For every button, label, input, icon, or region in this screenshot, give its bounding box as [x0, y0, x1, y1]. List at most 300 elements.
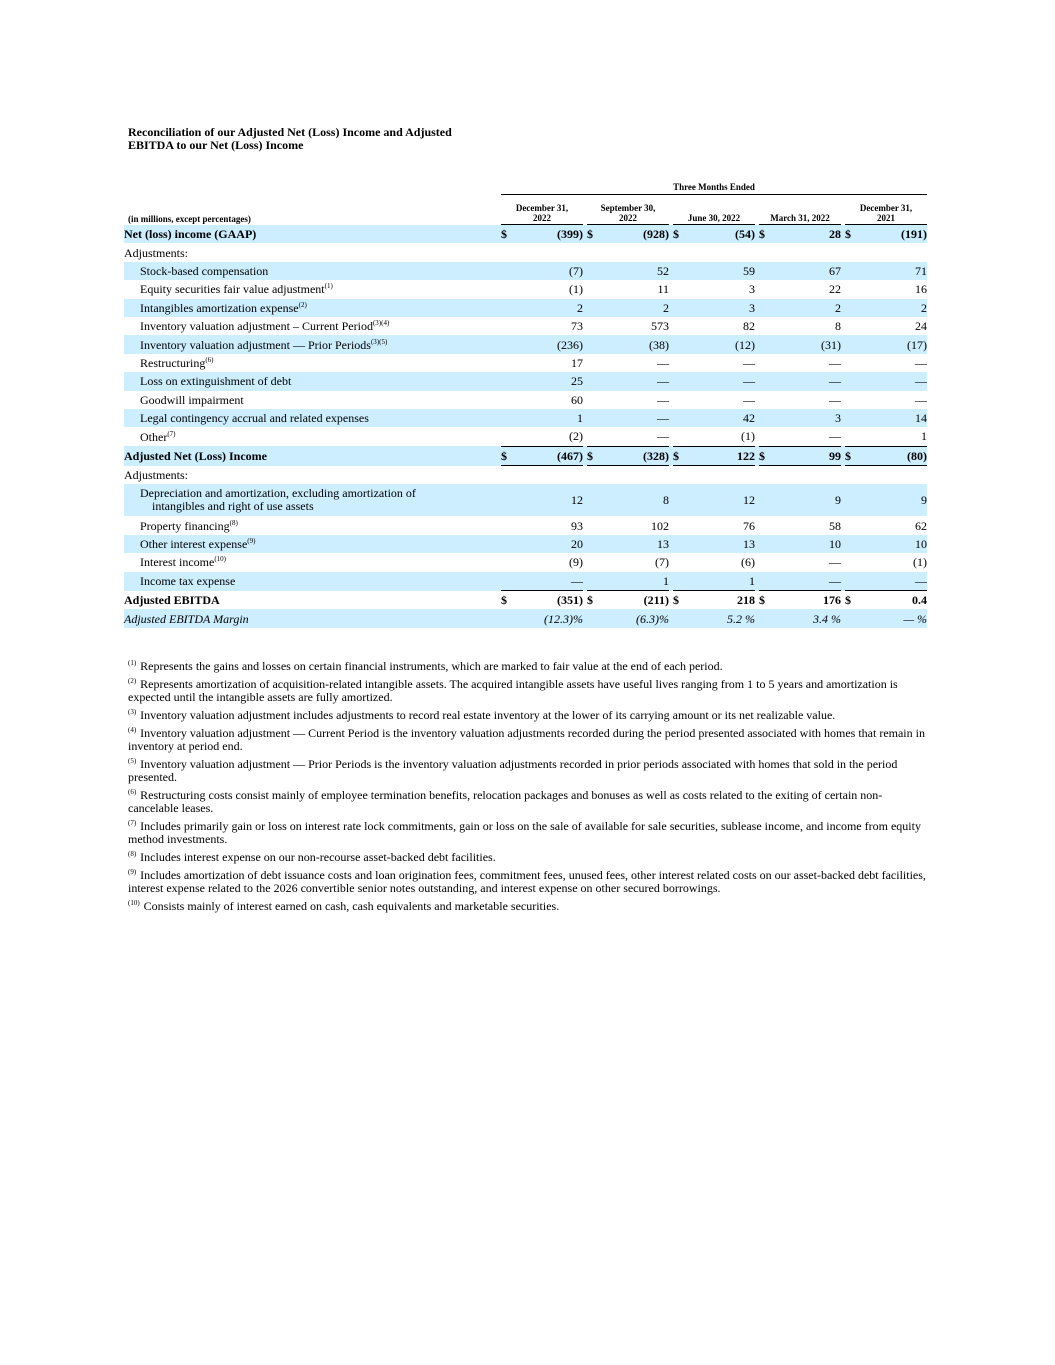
table-row-legal	[124, 409, 927, 427]
title-line-1: Reconciliation of our Adjusted Net (Loss) Income and Adjusted	[128, 125, 452, 139]
currency-symbol	[501, 572, 515, 591]
currency-symbol	[673, 466, 687, 485]
footnote-5	[128, 758, 928, 784]
cell-value: —	[601, 427, 669, 446]
row-label-text: Stock-based compensation	[140, 263, 269, 278]
cell-value: 13	[601, 535, 669, 553]
footnote-mark: (1)	[128, 659, 137, 667]
cell-value: (9)	[569, 555, 583, 570]
currency-symbol	[587, 335, 601, 353]
currency-symbol	[845, 572, 859, 591]
table-row-ebitda	[124, 591, 927, 610]
footnote-marker: (2)	[298, 300, 307, 309]
currency-symbol	[587, 354, 601, 372]
cell-value: 71	[859, 262, 927, 280]
currency-symbol: $	[759, 446, 773, 465]
currency-symbol	[501, 354, 515, 372]
currency-symbol	[501, 553, 515, 571]
currency-symbol	[501, 609, 515, 627]
currency-symbol: $	[501, 446, 515, 465]
currency-symbol	[673, 317, 687, 335]
cell-value: (17)	[859, 335, 927, 353]
currency-symbol	[845, 484, 859, 516]
cell-value: (7)	[515, 262, 583, 280]
column-header-3-line2: March 31, 2022	[770, 213, 830, 223]
row-label	[124, 409, 501, 427]
cell-value: 76	[743, 518, 755, 533]
footnote-marker: (8)	[229, 518, 238, 527]
table-row-loss-ext	[124, 372, 927, 390]
cell-value: 2	[773, 299, 841, 317]
currency-symbol	[501, 299, 515, 317]
currency-symbol	[845, 335, 859, 353]
currency-symbol: $	[673, 593, 679, 608]
footnote-7	[128, 820, 928, 846]
footnote-mark: (10)	[128, 899, 140, 907]
row-label-text: Net (loss) income (GAAP)	[124, 226, 257, 241]
cell-value: 28	[773, 225, 841, 244]
cell-value: (1)	[913, 555, 927, 570]
table-row-tax	[124, 572, 927, 591]
cell-value: 24	[915, 319, 927, 334]
currency-symbol	[759, 572, 773, 591]
currency-symbol	[587, 572, 601, 591]
column-header-2-line2: June 30, 2022	[687, 213, 741, 223]
cell-value: 1	[515, 409, 583, 427]
currency-symbol: $	[845, 593, 851, 608]
row-label	[124, 427, 501, 446]
cell-value: —	[743, 355, 755, 370]
footnote-marker: (6)	[205, 355, 214, 364]
table-row-adj-net	[124, 446, 927, 465]
footnote-text: Consists mainly of interest earned on cash, cash equivalents and marketable securities.	[143, 899, 560, 913]
currency-symbol	[587, 409, 601, 427]
column-header-0-line2: 2022	[533, 213, 551, 223]
reconciliation-table	[124, 180, 927, 628]
report-title	[128, 126, 528, 152]
cell-value: 17	[571, 355, 583, 370]
cell-value: 9	[773, 484, 841, 516]
cell-value: —	[773, 372, 841, 390]
currency-symbol	[759, 609, 773, 627]
currency-symbol	[759, 466, 773, 485]
row-label-line1: Depreciation and amortization, excluding amortization of	[140, 486, 416, 501]
column-header-0-line1: December 31,	[515, 203, 569, 213]
table-row-adj1	[124, 243, 927, 261]
footnote-6	[128, 789, 928, 815]
column-header-4	[845, 195, 927, 225]
cell-value: (6)	[741, 555, 755, 570]
cell-value: 102	[651, 518, 669, 533]
currency-symbol: $	[845, 446, 859, 465]
currency-symbol	[587, 484, 601, 516]
row-label-text: Adjusted EBITDA	[124, 592, 220, 607]
cell-value: 9	[859, 484, 927, 516]
cell-value: 0.4	[912, 593, 927, 608]
currency-symbol	[501, 335, 515, 353]
cell-value	[515, 466, 583, 485]
currency-symbol	[759, 427, 773, 446]
row-label	[124, 391, 501, 409]
footnote-mark: (3)	[128, 708, 137, 716]
currency-symbol	[673, 335, 687, 353]
row-label-text: Other interest expense	[140, 537, 248, 552]
row-label	[124, 225, 501, 244]
currency-symbol	[587, 280, 601, 298]
row-label	[124, 354, 501, 372]
column-header-1	[587, 195, 669, 225]
cell-value: —	[859, 572, 927, 591]
cell-value: —	[829, 392, 841, 407]
row-label	[124, 553, 501, 571]
row-label	[124, 535, 501, 553]
column-header-3	[759, 195, 841, 225]
column-header-4-line1: December 31,	[859, 203, 913, 213]
cell-value: —	[915, 355, 927, 370]
currency-symbol	[673, 280, 687, 298]
cell-value	[773, 243, 841, 261]
cell-value: 14	[859, 409, 927, 427]
currency-symbol: $	[845, 225, 859, 244]
table-row-dep	[124, 484, 927, 516]
cell-value: 122	[687, 446, 755, 465]
currency-symbol	[759, 280, 773, 298]
cell-value: (12)	[687, 335, 755, 353]
row-label	[124, 280, 501, 298]
cell-value: —	[773, 427, 841, 446]
cell-value	[687, 466, 755, 485]
currency-symbol	[587, 553, 601, 571]
row-label-text: Inventory valuation adjustment — Prior Periods	[140, 337, 371, 352]
row-label	[124, 516, 501, 534]
cell-value: (928)	[601, 225, 669, 244]
footnote-mark: (6)	[128, 788, 137, 796]
cell-value: 93	[571, 518, 583, 533]
currency-symbol: $	[587, 593, 593, 608]
currency-symbol	[673, 391, 687, 409]
cell-value: 2	[515, 299, 583, 317]
table-row-goodwill	[124, 391, 927, 409]
cell-value: 67	[773, 262, 841, 280]
cell-value: 8	[835, 319, 841, 334]
period-header-row	[124, 180, 927, 195]
footnote-mark: (5)	[128, 757, 137, 765]
currency-symbol	[673, 243, 687, 261]
currency-symbol	[845, 299, 859, 317]
currency-symbol	[587, 372, 601, 390]
row-label-text: Loss on extinguishment of debt	[140, 374, 292, 389]
cell-value: 1	[601, 572, 669, 591]
currency-symbol	[759, 243, 773, 261]
cell-value: 1	[859, 427, 927, 446]
column-header-1-line2: 2022	[619, 213, 637, 223]
cell-value: 12	[687, 484, 755, 516]
cell-value: (2)	[515, 427, 583, 446]
period-header: Three Months Ended	[501, 180, 927, 195]
currency-symbol: $	[759, 593, 765, 608]
table-row-margin	[124, 609, 927, 627]
currency-symbol	[759, 484, 773, 516]
cell-value: 176	[823, 593, 841, 608]
currency-symbol	[501, 280, 515, 298]
currency-symbol	[501, 427, 515, 446]
currency-symbol	[845, 391, 859, 409]
currency-symbol	[587, 299, 601, 317]
row-label	[124, 466, 501, 485]
row-label-text: Goodwill impairment	[140, 392, 244, 407]
currency-symbol	[759, 354, 773, 372]
currency-symbol	[759, 299, 773, 317]
cell-value: — %	[859, 609, 927, 627]
cell-value	[687, 243, 755, 261]
footnote-marker: (3)(4)	[372, 319, 390, 328]
footnote-4	[128, 727, 928, 753]
cell-value	[515, 243, 583, 261]
row-label-line2: intangibles and right of use assets	[152, 499, 314, 514]
cell-value: (1)	[687, 427, 755, 446]
cell-value: 8	[601, 484, 669, 516]
currency-symbol	[501, 516, 515, 534]
cell-value	[601, 466, 669, 485]
currency-symbol	[587, 427, 601, 446]
footnote-marker: (7)	[167, 429, 176, 438]
row-label-text: Property financing	[140, 518, 230, 533]
currency-symbol	[845, 516, 859, 534]
row-label	[124, 335, 501, 353]
currency-symbol	[845, 535, 859, 553]
footnote-2	[128, 678, 928, 704]
currency-symbol	[759, 262, 773, 280]
row-label-text: Restructuring	[140, 355, 206, 370]
currency-symbol	[845, 317, 859, 335]
cell-value: 59	[687, 262, 755, 280]
currency-symbol: $	[673, 446, 687, 465]
table-row-prop-fin	[124, 516, 927, 534]
footnote-mark: (8)	[128, 850, 137, 858]
cell-value: (467)	[515, 446, 583, 465]
footnotes	[128, 660, 928, 918]
cell-value: (80)	[859, 446, 927, 465]
column-header-2	[673, 195, 755, 225]
footnote-9	[128, 869, 928, 895]
cell-value: —	[687, 372, 755, 390]
currency-symbol	[587, 317, 601, 335]
table-row-inv-prior	[124, 335, 927, 353]
currency-symbol	[673, 572, 687, 591]
footnote-text: Represents the gains and losses on certain financial instruments, which are marked to fair value at the end of each period.	[140, 659, 723, 673]
table-row-adj2	[124, 466, 927, 485]
row-label	[124, 299, 501, 317]
footnote-marker: (1)	[324, 282, 333, 291]
footnote-10	[128, 900, 928, 913]
cell-value: 58	[829, 518, 841, 533]
cell-value: —	[601, 372, 669, 390]
row-label-text: Income tax expense	[140, 574, 236, 589]
footnote-mark: (4)	[128, 726, 137, 734]
cell-value: 1	[687, 572, 755, 591]
currency-symbol	[845, 280, 859, 298]
cell-value: (31)	[773, 335, 841, 353]
currency-symbol: $	[587, 225, 601, 244]
cell-value	[601, 243, 669, 261]
currency-symbol	[673, 427, 687, 446]
footnote-text: Inventory valuation adjustment — Prior Periods is the inventory valuation adjustments recorded in prior periods associated with homes that sold in the period presented.	[128, 757, 898, 784]
currency-symbol	[587, 609, 601, 627]
currency-symbol	[759, 553, 773, 571]
row-label	[124, 591, 501, 610]
cell-value: 82	[743, 319, 755, 334]
currency-symbol	[673, 484, 687, 516]
cell-value: 73	[571, 319, 583, 334]
row-label	[124, 317, 501, 335]
cell-value: (399)	[515, 225, 583, 244]
currency-symbol	[845, 262, 859, 280]
cell-value: 2	[601, 299, 669, 317]
table-row-equity	[124, 280, 927, 298]
currency-symbol	[759, 372, 773, 390]
currency-symbol	[673, 372, 687, 390]
footnote-8	[128, 851, 928, 864]
currency-symbol	[673, 535, 687, 553]
row-label-text: Adjusted EBITDA Margin	[124, 611, 249, 626]
cell-value: —	[657, 355, 669, 370]
currency-symbol	[673, 262, 687, 280]
currency-symbol	[673, 299, 687, 317]
cell-value: (236)	[515, 335, 583, 353]
footnote-mark: (9)	[128, 868, 137, 876]
row-label-text: Legal contingency accrual and related expenses	[140, 411, 369, 426]
currency-symbol	[587, 262, 601, 280]
row-label-text: Inventory valuation adjustment – Current Period	[140, 319, 373, 334]
cell-value: 573	[651, 319, 669, 334]
cell-value: 16	[915, 282, 927, 297]
cell-value: 11	[657, 282, 669, 297]
row-label-text: Intangibles amortization expense	[140, 300, 299, 315]
row-label-text: Equity securities fair value adjustment	[140, 282, 325, 297]
cell-value: 3	[773, 409, 841, 427]
cell-value: —	[829, 355, 841, 370]
cell-value: —	[859, 372, 927, 390]
cell-value: 60	[571, 392, 583, 407]
cell-value: —	[515, 572, 583, 591]
currency-symbol	[501, 391, 515, 409]
currency-symbol	[759, 409, 773, 427]
footnote-text: Represents amortization of acquisition-related intangible assets. The acquired intangible assets have useful lives ranging from 1 to 5 years and amortization is expected until the intangible assets are fully amortized.	[128, 677, 898, 704]
cell-value: 2	[859, 299, 927, 317]
cell-value: (12.3)%	[515, 609, 583, 627]
table-row-inv-cur	[124, 317, 927, 335]
cell-value: (6.3)%	[601, 609, 669, 627]
cell-value: (7)	[655, 555, 669, 570]
footnote-text: Inventory valuation adjustment includes adjustments to record real estate inventory at the lower of its carrying amount or its net realizable value.	[140, 708, 836, 722]
cell-value: 62	[915, 518, 927, 533]
currency-symbol	[501, 243, 515, 261]
currency-symbol	[759, 535, 773, 553]
currency-symbol	[759, 516, 773, 534]
currency-symbol: $	[673, 225, 687, 244]
cell-value: (38)	[601, 335, 669, 353]
table-row-restruct	[124, 354, 927, 372]
footnote-marker: (10)	[214, 555, 226, 564]
footnote-mark: (2)	[128, 677, 137, 685]
currency-symbol	[501, 484, 515, 516]
footnote-text: Includes primarily gain or loss on interest rate lock commitments, gain or loss on the sale of available for sale securities, sublease income, and income from equity method investments.	[128, 819, 921, 846]
cell-value: 20	[515, 535, 583, 553]
cell-value: 12	[515, 484, 583, 516]
table-row-int-inc	[124, 553, 927, 571]
cell-value: (191)	[859, 225, 927, 244]
column-header-0	[501, 195, 583, 225]
row-label	[124, 262, 501, 280]
row-label	[124, 572, 501, 591]
cell-value: 3.4 %	[773, 609, 841, 627]
row-label-text: Adjustments:	[124, 468, 189, 483]
table-row-sbc	[124, 262, 927, 280]
currency-symbol	[759, 317, 773, 335]
currency-symbol	[501, 409, 515, 427]
row-label-text: Interest income	[140, 555, 215, 570]
cell-value: 10	[859, 535, 927, 553]
footnote-marker: (3)(5)	[370, 337, 388, 346]
currency-symbol: $	[501, 593, 507, 608]
currency-symbol	[673, 553, 687, 571]
cell-value: 10	[773, 535, 841, 553]
cell-value: 22	[829, 282, 841, 297]
table-row-other	[124, 427, 927, 446]
currency-symbol	[673, 409, 687, 427]
currency-symbol	[587, 243, 601, 261]
currency-symbol	[587, 516, 601, 534]
cell-value: —	[829, 555, 841, 570]
cell-value: 42	[687, 409, 755, 427]
currency-symbol	[845, 609, 859, 627]
cell-value: —	[915, 392, 927, 407]
currency-symbol	[845, 372, 859, 390]
footnote-mark: (7)	[128, 819, 137, 827]
currency-symbol	[845, 409, 859, 427]
currency-symbol	[845, 243, 859, 261]
currency-symbol	[759, 335, 773, 353]
cell-value: 13	[687, 535, 755, 553]
currency-symbol	[501, 317, 515, 335]
column-header-row	[124, 195, 927, 225]
row-label	[124, 243, 501, 261]
row-label-text: Adjustments:	[124, 245, 189, 260]
currency-symbol	[501, 372, 515, 390]
cell-value: 3	[749, 282, 755, 297]
cell-value	[859, 243, 927, 261]
row-label	[124, 484, 501, 516]
currency-symbol	[587, 535, 601, 553]
table-row-intang	[124, 299, 927, 317]
row-label	[124, 609, 501, 627]
table-row-oth-int	[124, 535, 927, 553]
footnote-text: Inventory valuation adjustment — Current Period is the inventory valuation adjustments recorded during the period presented associated with homes that remain in inventory at period end.	[128, 726, 925, 753]
currency-symbol	[501, 466, 515, 485]
footnote-text: Includes interest expense on our non-recourse asset-backed debt facilities.	[140, 850, 496, 864]
cell-value: (211)	[643, 593, 669, 608]
currency-symbol	[673, 354, 687, 372]
currency-symbol	[759, 391, 773, 409]
cell-value: —	[601, 409, 669, 427]
footnote-3	[128, 709, 928, 722]
footnote-marker: (9)	[247, 537, 256, 546]
currency-symbol	[845, 354, 859, 372]
currency-symbol	[587, 391, 601, 409]
cell-value: 3	[687, 299, 755, 317]
row-label-text: Adjusted Net (Loss) Income	[124, 448, 267, 463]
column-header-4-line2: 2021	[877, 213, 895, 223]
